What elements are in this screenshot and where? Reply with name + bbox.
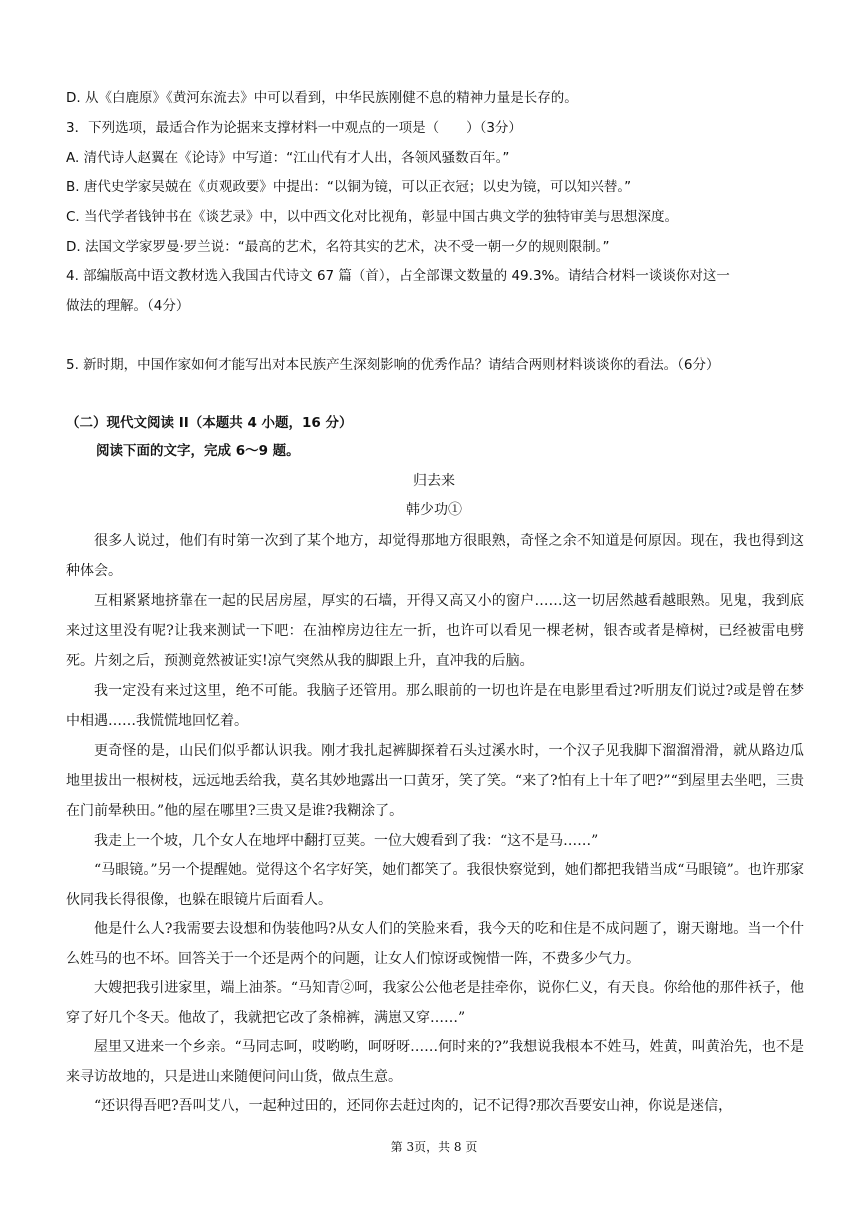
article-paragraph (66, 586, 804, 676)
article-paragraph (66, 736, 804, 826)
paragraph-text: 互相紧紧地挤靠在一起的民居房屋，厚实的石墙，开得又高又小的窗户……这一切居然越看越眼熟。见鬼，我到底来过这里没有呢?让我来测试一下吧：在油榨房边往左一折，也许可以看见一棵老树，银杏或者是樟树，已经被雷电劈死。片刻之后，预测竟然被证实!凉气突然从我的脚跟上升，直冲我的后脑。 (66, 593, 804, 669)
paragraph-text: 更奇怪的是，山民们似乎都认识我。刚才我扎起裤脚探着石头过溪水时，一个汉子见我脚下溜溜滑滑，就从路边瓜地里拔出一根树枝，远远地丢给我，莫名其妙地露出一口黄牙，笑了笑。“来了?怕有上十年了吧?”“到屋里去坐吧，三贵在门前晕秧田。”他的屋在哪里?三贵又是谁?我糊涂了。 (66, 743, 804, 819)
q3-option-b: B. 唐代史学家吴兢在《贞观政要》中提出：“以铜为镜，可以正衣冠；以史为镜，可以知兴替。” (66, 179, 632, 195)
q3-option-a: A. 清代诗人赵翼在《论诗》中写道：“江山代有才人出，各领风骚数百年。” (66, 150, 510, 166)
article-paragraph (66, 826, 804, 856)
article-paragraph (66, 1091, 804, 1121)
q2-option-d: D. 从《白鹿原》《黄河东流去》中可以看到，中华民族刚健不息的精神力量是长存的。 (66, 90, 578, 106)
q3-stem: 3．下列选项，最适合作为论据来支撑材料一中观点的一项是（ ）（3分） (66, 120, 522, 136)
paragraph-text: 我一定没有来过这里，绝不可能。我脑子还管用。那么眼前的一切也许是在电影里看过?听朋友们说过?或是曾在梦中相遇……我慌慌地回忆着。 (66, 683, 804, 729)
paragraph-text: 屋里又进来一个乡亲。“马同志呵，哎哟哟，呵呀呀……何时来的?”我想说我根本不姓马，姓黄，叫黄治先，也不是来寻访故地的，只是进山来随便问问山货，做点生意。 (66, 1039, 804, 1085)
paragraph-text: “马眼镜。”另一个提醒她。觉得这个名字好笑，她们都笑了。我很快察觉到，她们都把我错当成“马眼镜”。也许那家伙同我长得很像，也躲在眼镜片后面看人。 (66, 862, 804, 908)
paragraph-text: 他是什么人?我需要去设想和伪装他吗?从女人们的笑脸来看，我今天的吃和住是不成问题了，谢天谢地。当一个什么姓马的也不坏。回答关于一个还是两个的问题，让女人们惊讶或惋惜一阵，不费多少气力。 (66, 921, 804, 967)
q3-option-d: D. 法国文学家罗曼·罗兰说：“最高的艺术，名符其实的艺术，决不受一朝一夕的规则限制。” (66, 239, 610, 255)
paragraph-text: 我走上一个坡，几个女人在地坪中翻打豆荚。一位大嫂看到了我：“这不是马……” (94, 833, 599, 849)
section-instruction: 阅读下面的文字，完成 6～9 题。 (96, 443, 300, 459)
article-title: 归去来 (413, 473, 455, 489)
article-paragraph (66, 1032, 804, 1092)
article-paragraph (66, 855, 804, 915)
paragraph-text: 大嫂把我引进家里，端上油茶。“马知青②呵，我家公公他老是挂牵你，说你仁义，有天良。你给他的那件袄子，他穿了好几个冬天。他故了，我就把它改了条棉裤，满崽又穿……” (66, 980, 804, 1026)
q4-line-1: 4. 部编版高中语文教材选入我国古代诗文 67 篇（首），占全部课文数量的 49.3%。请结合材料一谈谈你对这一 (66, 268, 730, 284)
section-heading: （二）现代文阅读 II（本题共 4 小题，16 分） (66, 415, 353, 431)
paragraph-text: “还识得吾吧?吾叫艾八，一起种过田的，还同你去赶过肉的，记不记得?那次吾要安山神，你说是迷信， (94, 1098, 733, 1114)
article-author: 韩少功① (406, 502, 462, 518)
q3-option-c: C. 当代学者钱钟书在《谈艺录》中，以中西文化对比视角，彰显中国古典文学的独特审美与思想深度。 (66, 209, 679, 225)
page-footer: 第 3页，共 8 页 (390, 1140, 478, 1154)
article-paragraph (66, 676, 804, 736)
article-paragraph (66, 526, 804, 586)
q4-line-2: 做法的理解。（4分） (66, 298, 190, 314)
q5: 5. 新时期，中国作家如何才能写出对本民族产生深刻影响的优秀作品？请结合两则材料谈谈你的看法。（6分） (66, 357, 720, 373)
article-paragraph (66, 973, 804, 1033)
paragraph-text: 很多人说过，他们有时第一次到了某个地方，却觉得那地方很眼熟，奇怪之余不知道是何原因。现在，我也得到这种体会。 (66, 533, 804, 579)
article-paragraph (66, 914, 804, 974)
